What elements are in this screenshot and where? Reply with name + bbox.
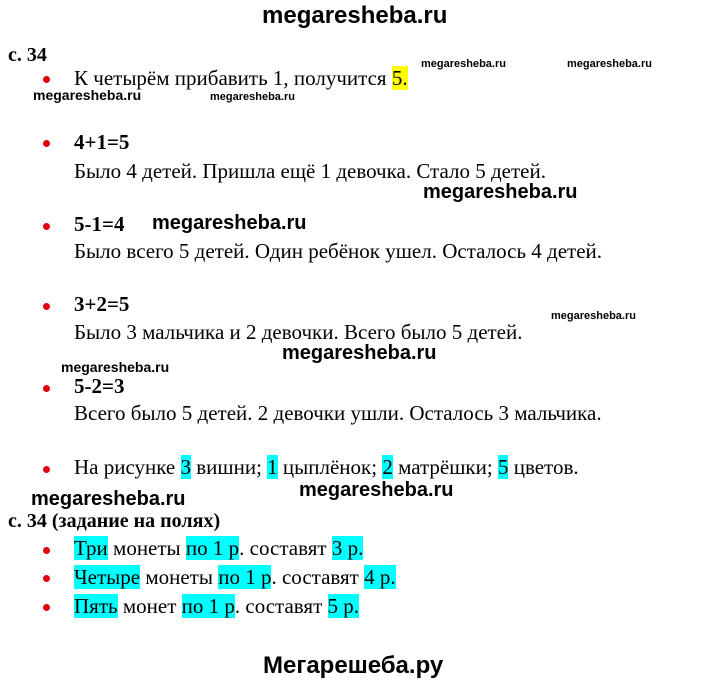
picture-sentence [74, 455, 579, 480]
coin-price: по 1 р [185, 536, 240, 560]
equation: 3+2=5 [74, 292, 130, 316]
count-highlight: 2 [382, 455, 393, 479]
coin-price: по 1 р [218, 565, 272, 589]
coin-text: . составят [239, 536, 332, 560]
section-heading: с. 34 (задание на полях) [8, 510, 221, 532]
coin-total: 5 р. [327, 594, 360, 618]
watermark: megaresheba.ru [282, 342, 437, 364]
bullet [43, 575, 50, 582]
bullet [43, 547, 50, 554]
watermark: megaresheba.ru [61, 359, 170, 375]
bullet [43, 385, 50, 392]
picture-text: На рисунке [74, 455, 181, 479]
problem-text: Было 3 мальчика и 2 девочки. Всего было 5 детей. [74, 320, 523, 344]
coin-text: монеты [140, 565, 219, 589]
coin-count: Четыре [74, 565, 141, 589]
problem-text: Было 4 детей. Пришла ещё 1 девочка. Стало 5 детей. [74, 159, 546, 183]
equation: 5-2=3 [74, 374, 125, 398]
footer-brand: Мегарешеба.ру [263, 652, 444, 679]
coin-price: по 1 р [181, 594, 235, 618]
watermark: megaresheba.ru [152, 212, 307, 234]
picture-text: вишни; [191, 455, 268, 479]
picture-text: цыплёнок; [277, 455, 383, 479]
picture-text: матрёшки; [392, 455, 498, 479]
coin-text: монеты [107, 536, 186, 560]
equation: 5-1=4 [74, 212, 125, 236]
count-highlight: 1 [267, 455, 278, 479]
problem-text: Всего было 5 детей. 2 девочки ушли. Осталось 3 мальчика. [74, 401, 602, 425]
watermark-top: megaresheba.ru [262, 2, 448, 29]
bullet [43, 140, 50, 147]
answer-highlight: 5. [391, 66, 408, 90]
coin-total: 4 р. [364, 565, 396, 589]
coin-count: Пять [74, 594, 118, 618]
problem-text: Было всего 5 детей. Один ребёнок ушел. Осталось 4 детей. [74, 239, 603, 263]
section-heading: с. 34 [8, 44, 47, 66]
bullet [43, 76, 50, 83]
watermark: megaresheba.ru [567, 58, 652, 70]
watermark: megaresheba.ru [299, 479, 454, 501]
coin-sentence [74, 594, 359, 619]
bullet [43, 303, 50, 310]
coin-sentence [74, 536, 363, 561]
equation: 4+1=5 [74, 130, 130, 154]
coin-text: . составят [234, 594, 328, 618]
watermark: megaresheba.ru [423, 181, 578, 203]
watermark: megaresheba.ru [551, 310, 636, 322]
coin-text: . составят [271, 565, 365, 589]
watermark: megaresheba.ru [421, 58, 506, 70]
bullet [43, 466, 50, 473]
coin-count: Три [74, 536, 108, 560]
watermark: megaresheba.ru [33, 87, 142, 103]
picture-text: цветов. [508, 455, 579, 479]
coin-total: 3 р. [331, 536, 364, 560]
sentence-text: К четырём прибавить 1, получится [74, 66, 392, 90]
coin-sentence [74, 565, 396, 590]
bullet [43, 604, 50, 611]
watermark: megaresheba.ru [31, 488, 186, 510]
count-highlight: 3 [180, 455, 192, 479]
bullet [43, 223, 50, 230]
count-highlight: 5 [497, 455, 509, 479]
watermark: megaresheba.ru [210, 91, 295, 103]
coin-text: монет [117, 594, 182, 618]
